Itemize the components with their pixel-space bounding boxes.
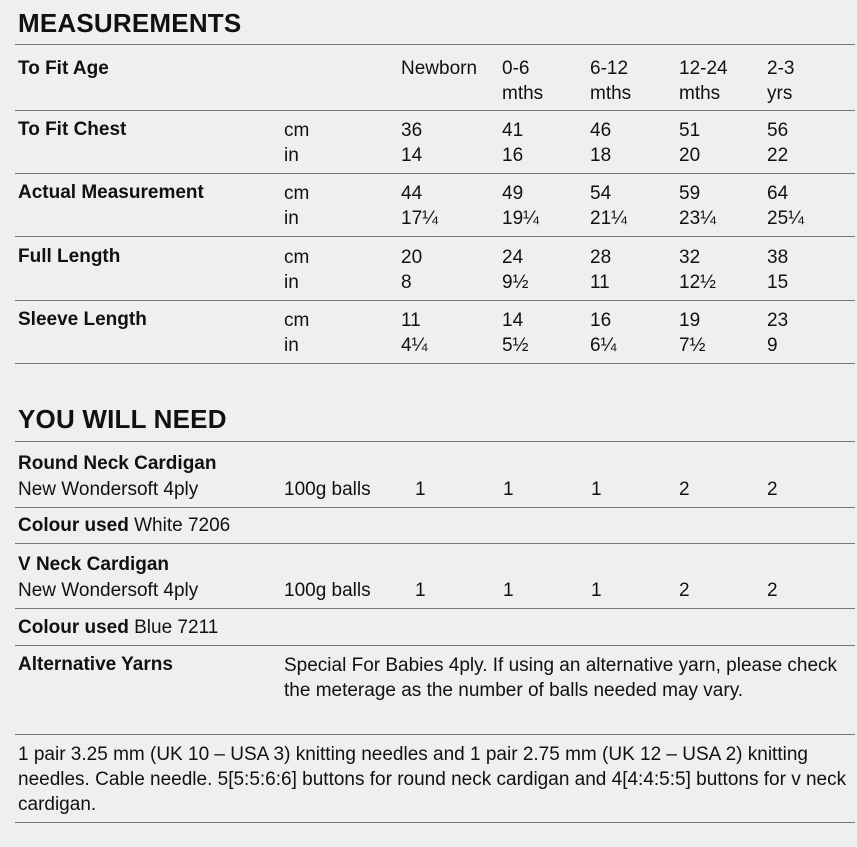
- round-neck-yarn: New Wondersoft 4ply: [18, 479, 199, 500]
- value-cm: 41: [502, 120, 524, 141]
- value-cm: 11: [401, 310, 421, 331]
- divider: [15, 608, 855, 609]
- value-cm: 38: [767, 247, 789, 268]
- value-in: 16: [502, 145, 524, 166]
- divider: [15, 363, 855, 364]
- ball-quantity: 2: [767, 479, 778, 500]
- ball-quantity: 1: [503, 479, 514, 500]
- value-cm: 54: [590, 183, 612, 204]
- round-neck-colour: [18, 513, 230, 538]
- value-in: 9: [767, 335, 778, 356]
- age-col-5-unit: yrs: [767, 83, 793, 104]
- row-label-sleeve: Sleeve Length: [18, 309, 147, 330]
- colour-value: Blue 7211: [134, 617, 219, 638]
- ball-quantity: 1: [503, 580, 514, 601]
- unit-cm: cm: [284, 120, 310, 141]
- round-neck-unit: 100g balls: [284, 479, 371, 500]
- ball-quantity: 1: [591, 479, 602, 500]
- value-in: 14: [401, 145, 423, 166]
- divider: [15, 173, 855, 174]
- ball-quantity: 1: [415, 479, 426, 500]
- colour-label: Colour used: [18, 515, 129, 536]
- value-cm: 36: [401, 120, 423, 141]
- unit-cm: cm: [284, 247, 310, 268]
- value-in: 22: [767, 145, 789, 166]
- divider: [15, 734, 855, 735]
- unit-in: in: [284, 145, 299, 166]
- notions-text: 1 pair 3.25 mm (UK 10 – USA 3) knitting needles and 1 pair 2.75 mm (UK 12 – USA 2) knitting needles. Cable needle. 5[5:5:6:6] buttons for round neck cardigan and 4[4:4:5:5] buttons for v neck cardigan.: [18, 744, 847, 815]
- value-cm: 49: [502, 183, 524, 204]
- divider: [15, 110, 855, 111]
- value-in: 19¼: [502, 208, 539, 229]
- age-col-4: 12-24: [679, 58, 728, 79]
- ball-quantity: 2: [679, 580, 690, 601]
- value-in: 25¼: [767, 208, 804, 229]
- age-col-3: 6-12: [590, 58, 629, 79]
- value-cm: 14: [502, 310, 524, 331]
- value-cm: 44: [401, 183, 423, 204]
- value-cm: 19: [679, 310, 701, 331]
- divider: [15, 822, 855, 823]
- value-in: 4¼: [401, 335, 428, 356]
- divider: [15, 236, 855, 237]
- unit-in: in: [284, 208, 299, 229]
- value-in: 8: [401, 272, 412, 293]
- value-cm: 20: [401, 247, 423, 268]
- unit-in: in: [284, 335, 299, 356]
- value-cm: 32: [679, 247, 701, 268]
- colour-label: Colour used: [18, 617, 129, 638]
- value-in: 17¼: [401, 208, 438, 229]
- value-cm: 59: [679, 183, 701, 204]
- you-will-need-heading: YOU WILL NEED: [18, 404, 227, 434]
- ball-quantity: 1: [415, 580, 426, 601]
- age-col-1: Newborn: [401, 58, 478, 79]
- unit-in: in: [284, 272, 299, 293]
- value-cm: 24: [502, 247, 524, 268]
- alternative-yarns-label: Alternative Yarns: [18, 654, 173, 675]
- divider: [15, 543, 855, 544]
- value-cm: 28: [590, 247, 612, 268]
- value-in: 11: [590, 272, 610, 293]
- ball-quantity: 1: [591, 580, 602, 601]
- row-label-chest: To Fit Chest: [18, 119, 127, 140]
- value-cm: 51: [679, 120, 701, 141]
- value-cm: 23: [767, 310, 789, 331]
- ball-quantity: 2: [679, 479, 690, 500]
- unit-cm: cm: [284, 310, 310, 331]
- row-label-actual: Actual Measurement: [18, 182, 204, 203]
- row-label-full-length: Full Length: [18, 246, 121, 267]
- value-in: 12½: [679, 272, 716, 293]
- value-cm: 46: [590, 120, 612, 141]
- age-col-2: 0-6: [502, 58, 530, 79]
- value-cm: 16: [590, 310, 612, 331]
- age-label: To Fit Age: [18, 58, 109, 79]
- divider: [15, 300, 855, 301]
- age-col-5: 2-3: [767, 58, 795, 79]
- unit-cm: cm: [284, 183, 310, 204]
- value-in: 18: [590, 145, 612, 166]
- round-neck-title: Round Neck Cardigan: [18, 453, 217, 474]
- divider: [15, 44, 855, 45]
- value-in: 23¼: [679, 208, 716, 229]
- v-neck-unit: 100g balls: [284, 580, 371, 601]
- value-in: 5½: [502, 335, 529, 356]
- colour-value: White 7206: [134, 515, 231, 536]
- value-in: 15: [767, 272, 789, 293]
- age-col-4-unit: mths: [679, 83, 721, 104]
- v-neck-colour: [18, 615, 218, 640]
- value-in: 20: [679, 145, 701, 166]
- ball-quantity: 2: [767, 580, 778, 601]
- value-cm: 64: [767, 183, 789, 204]
- alternative-yarns-text: Special For Babies 4ply. If using an alternative yarn, please check the meterage as the number of balls needed may vary.: [284, 655, 838, 701]
- v-neck-yarn: New Wondersoft 4ply: [18, 580, 199, 601]
- divider: [15, 645, 855, 646]
- measurements-heading: MEASUREMENTS: [18, 8, 242, 38]
- value-in: 7½: [679, 335, 706, 356]
- v-neck-title: V Neck Cardigan: [18, 554, 169, 575]
- age-col-2-unit: mths: [502, 83, 544, 104]
- age-col-3-unit: mths: [590, 83, 632, 104]
- value-in: 9½: [502, 272, 529, 293]
- value-in: 6¼: [590, 335, 617, 356]
- value-cm: 56: [767, 120, 789, 141]
- divider: [15, 507, 855, 508]
- divider: [15, 441, 855, 442]
- value-in: 21¼: [590, 208, 627, 229]
